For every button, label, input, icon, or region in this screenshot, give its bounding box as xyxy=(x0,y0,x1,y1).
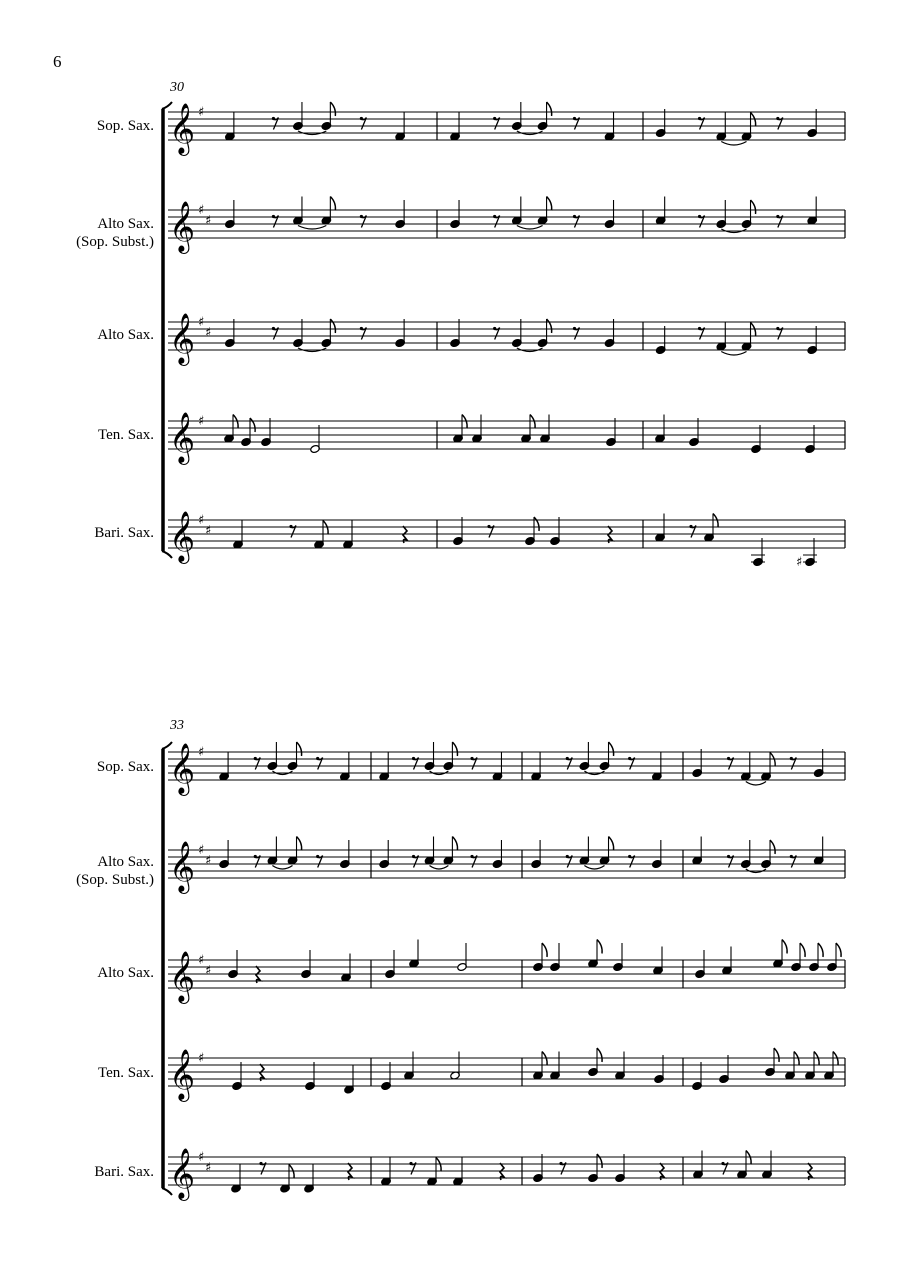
eighth-rest-dot xyxy=(628,757,631,760)
eighth-rest-dot xyxy=(412,757,415,760)
note-flag xyxy=(751,200,756,214)
eighth-rest-dot xyxy=(254,757,257,760)
eighth-rest-dot xyxy=(272,215,275,218)
page-number: 6 xyxy=(53,52,62,71)
instrument-name-line: (Sop. Subst.) xyxy=(76,872,154,888)
note-flag xyxy=(782,940,787,954)
note-flag xyxy=(330,197,335,211)
note-flag xyxy=(452,742,457,756)
eighth-rest-dot xyxy=(776,215,779,218)
note-flag xyxy=(770,840,775,854)
instrument-name: Alto Sax. xyxy=(97,965,154,981)
instrument-name-line: Alto Sax. xyxy=(97,216,154,232)
note-flag xyxy=(542,943,547,957)
eighth-rest-dot xyxy=(316,757,319,760)
tie xyxy=(272,866,292,870)
eighth-rest-dot xyxy=(470,757,473,760)
instrument-name-line: Alto Sax. xyxy=(97,854,154,870)
eighth-rest-dot xyxy=(698,215,701,218)
eighth-rest-dot xyxy=(727,855,730,858)
key-sharp: ♯ xyxy=(198,105,205,120)
eighth-rest-dot xyxy=(360,215,363,218)
instrument-name-line: (Sop. Subst.) xyxy=(76,234,154,250)
eighth-rest-dot xyxy=(470,855,473,858)
eighth-rest-dot xyxy=(628,855,631,858)
note-flag xyxy=(250,418,255,432)
key-sharp: ♯ xyxy=(198,203,205,218)
eighth-rest-dot xyxy=(698,117,701,120)
treble-clef: 𝄞 xyxy=(169,743,196,794)
eighth-rest-dot xyxy=(566,855,569,858)
eighth-rest-dot xyxy=(412,855,415,858)
note-flag xyxy=(330,319,335,333)
instrument-name: Sop. Sax. xyxy=(96,118,154,134)
key-sharp: ♯ xyxy=(796,555,803,570)
note-flag xyxy=(774,1048,779,1062)
note-flag xyxy=(330,102,335,116)
tie xyxy=(721,142,746,146)
instrument-name: Ten. Sax. xyxy=(97,427,154,443)
key-sharp: ♯ xyxy=(205,213,212,229)
note-flag xyxy=(609,742,614,756)
note-flag xyxy=(534,517,539,531)
eighth-rest-dot xyxy=(360,117,363,120)
eighth-rest-dot xyxy=(566,757,569,760)
eighth-rest-dot xyxy=(727,757,730,760)
key-sharp: ♯ xyxy=(198,315,205,330)
measure-number-system-2: 33 xyxy=(170,718,184,733)
eighth-rest-dot xyxy=(493,117,496,120)
instrument-name: Sop. Sax. xyxy=(96,759,154,775)
treble-clef: 𝄞 xyxy=(169,511,196,562)
note-flag xyxy=(297,837,302,851)
note-flag xyxy=(547,319,552,333)
eighth-rest-dot xyxy=(790,757,793,760)
eighth-rest-dot xyxy=(776,327,779,330)
eighth-rest-dot xyxy=(559,1162,562,1165)
eighth-rest-dot xyxy=(493,215,496,218)
key-sharp: ♯ xyxy=(198,953,205,968)
tie xyxy=(721,352,746,356)
key-sharp: ♯ xyxy=(198,513,205,528)
key-sharp: ♯ xyxy=(198,745,205,760)
tie xyxy=(298,226,326,230)
eighth-rest-dot xyxy=(272,327,275,330)
note-flag xyxy=(818,943,823,957)
eighth-rest-dot xyxy=(721,1162,724,1165)
key-sharp: ♯ xyxy=(205,523,212,539)
tie xyxy=(746,782,766,786)
key-sharp: ♯ xyxy=(205,853,212,869)
eighth-rest-dot xyxy=(289,525,292,528)
eighth-rest-dot xyxy=(573,215,576,218)
key-sharp: ♯ xyxy=(205,963,212,979)
note-flag xyxy=(836,943,841,957)
instrument-name: Alto Sax. xyxy=(97,327,154,343)
note-flag xyxy=(297,742,302,756)
treble-clef: 𝄞 xyxy=(169,412,196,463)
note-flag xyxy=(452,837,457,851)
treble-clef: 𝄞 xyxy=(169,103,196,154)
note-flag xyxy=(609,837,614,851)
note-flag xyxy=(597,1154,602,1168)
eighth-rest-dot xyxy=(360,327,363,330)
eighth-rest-dot xyxy=(573,327,576,330)
key-sharp: ♯ xyxy=(198,1150,205,1165)
instrument-name: Bari. Sax. xyxy=(94,1164,154,1180)
eighth-rest-dot xyxy=(316,855,319,858)
eighth-rest-dot xyxy=(272,117,275,120)
eighth-rest-dot xyxy=(689,525,692,528)
eighth-rest-dot xyxy=(776,117,779,120)
treble-clef: 𝄞 xyxy=(169,1148,196,1199)
eighth-rest-dot xyxy=(487,525,490,528)
key-sharp: ♯ xyxy=(198,414,205,429)
eighth-rest-dot xyxy=(573,117,576,120)
note-flag xyxy=(597,1048,602,1062)
treble-clef: 𝄞 xyxy=(169,201,196,252)
note-flag xyxy=(547,197,552,211)
treble-clef: 𝄞 xyxy=(169,951,196,1002)
eighth-rest-dot xyxy=(409,1162,412,1165)
key-sharp: ♯ xyxy=(205,325,212,341)
instrument-name: Bari. Sax. xyxy=(94,525,154,541)
key-sharp: ♯ xyxy=(198,843,205,858)
treble-clef: 𝄞 xyxy=(169,841,196,892)
note-flag xyxy=(800,943,805,957)
key-sharp: ♯ xyxy=(198,1051,205,1066)
key-sharp: ♯ xyxy=(205,1160,212,1176)
eighth-rest-dot xyxy=(698,327,701,330)
tie xyxy=(430,866,449,870)
eighth-rest-dot xyxy=(259,1162,262,1165)
tie xyxy=(584,866,604,870)
eighth-rest-dot xyxy=(254,855,257,858)
eighth-rest-dot xyxy=(790,855,793,858)
note-flag xyxy=(597,940,602,954)
note-flag xyxy=(547,102,552,116)
treble-clef: 𝄞 xyxy=(169,313,196,364)
tie xyxy=(517,226,543,230)
instrument-name: Ten. Sax. xyxy=(97,1065,154,1081)
treble-clef: 𝄞 xyxy=(169,1049,196,1100)
eighth-rest-dot xyxy=(493,327,496,330)
measure-number-system-1: 30 xyxy=(170,80,184,95)
